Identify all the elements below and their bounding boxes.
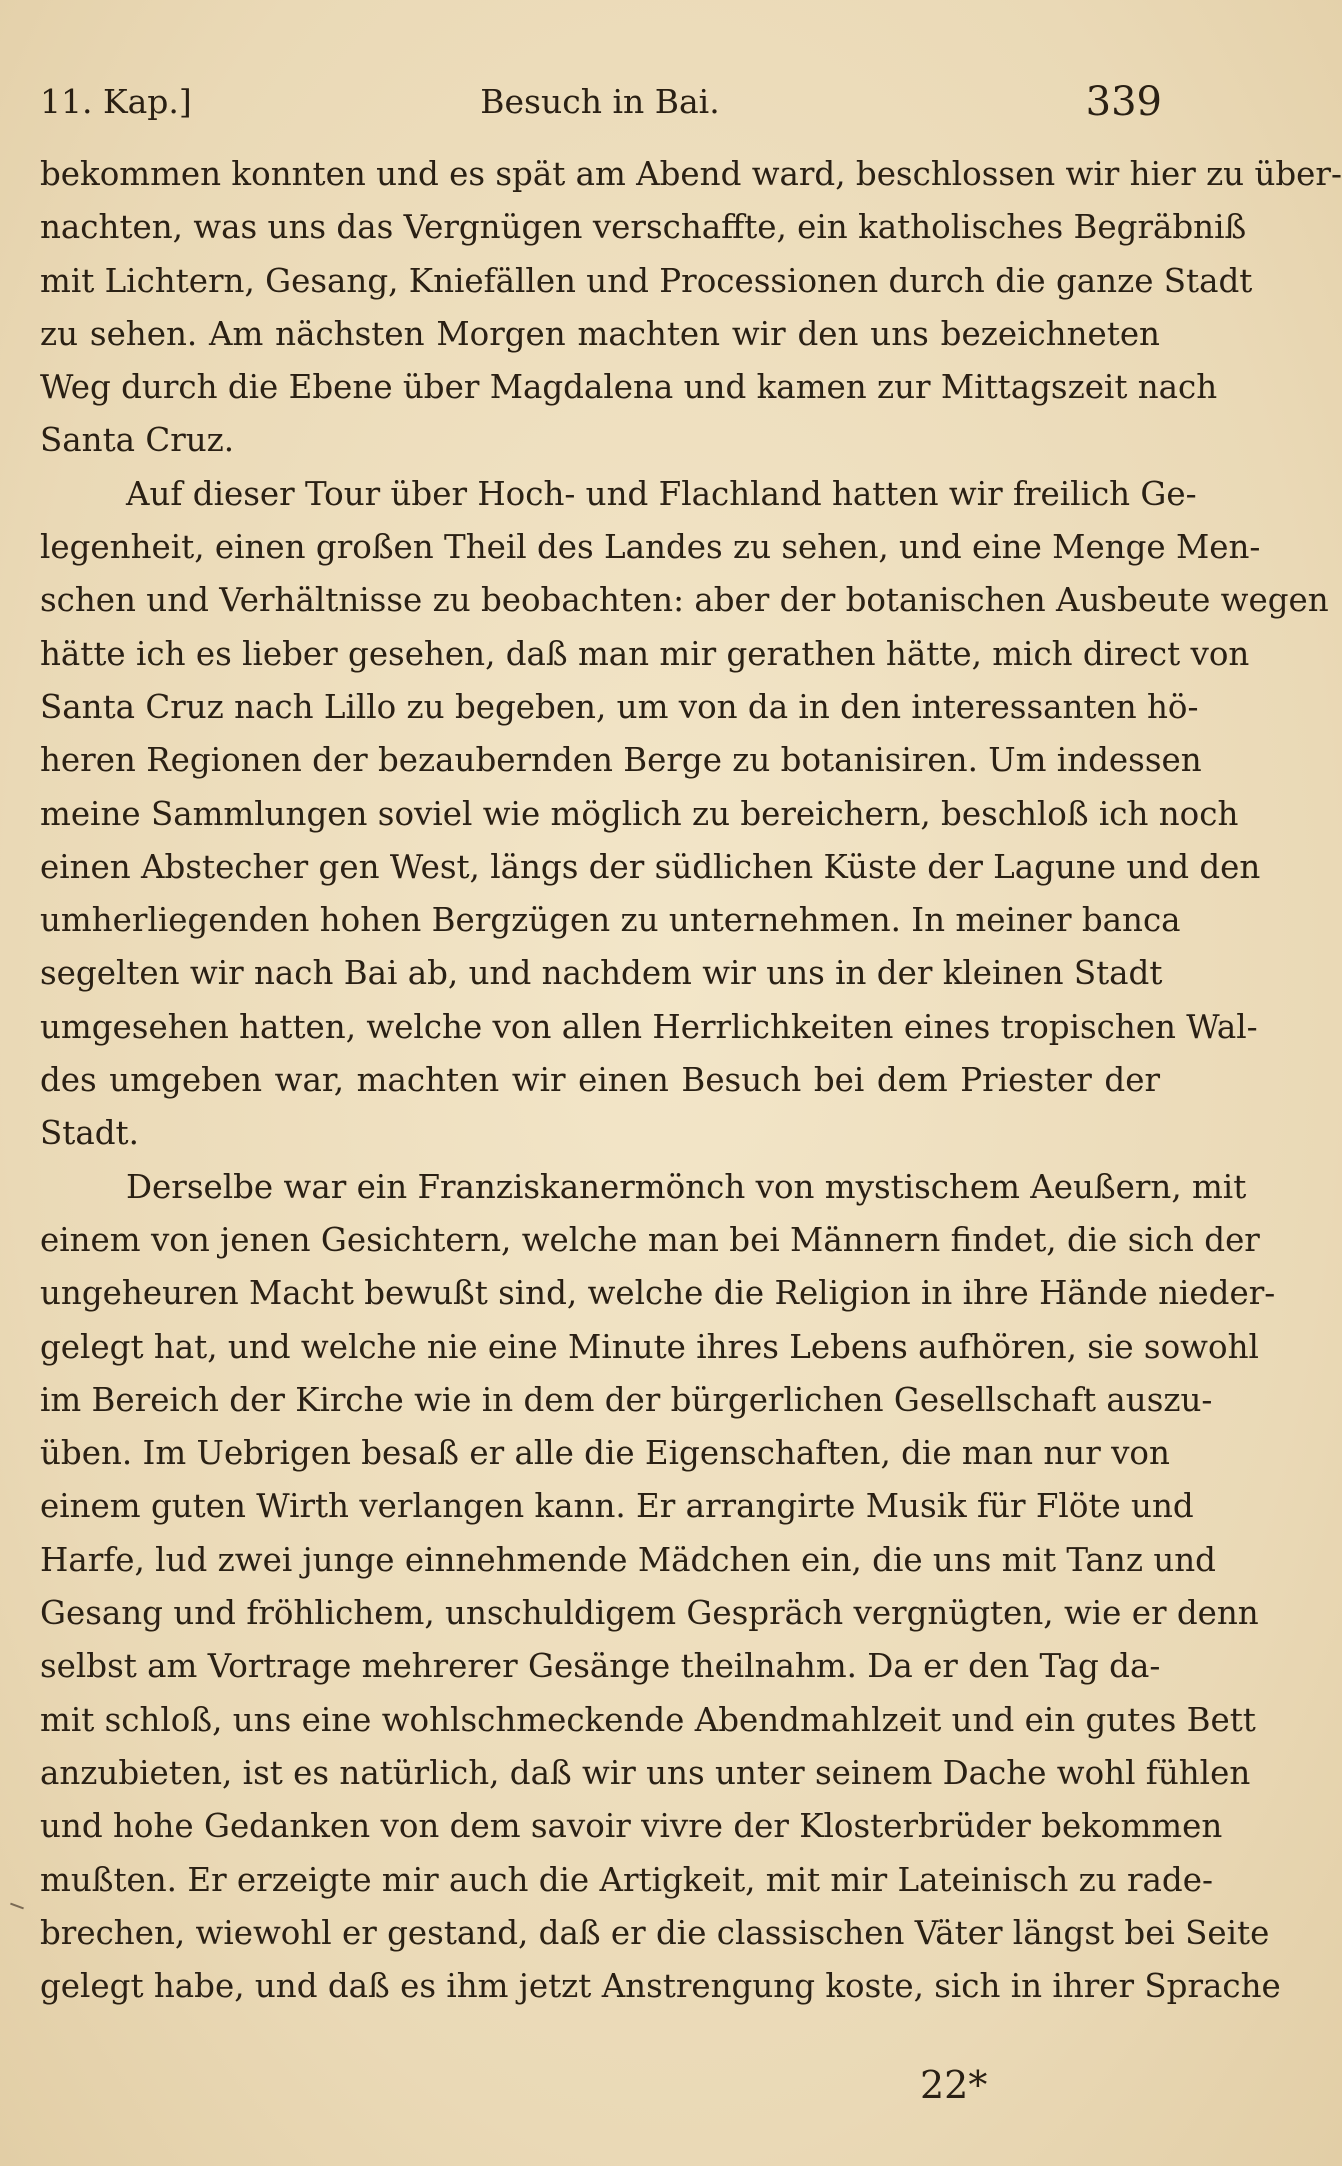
paragraph-start-line: Derselbe war ein Franziskanermönch von mystischem Aeußern, mit xyxy=(126,1167,1247,1206)
text-line: mußten. Er erzeigte mir auch die Artigkeit, mit mir Lateinisch zu rade- xyxy=(40,1860,1213,1899)
text-line: des umgeben war, machten wir einen Besuch bei dem Priester der xyxy=(40,1061,1160,1100)
text-line: Gesang und fröhlichem, unschuldigem Gespräch vergnügten, wie er denn xyxy=(40,1594,1259,1633)
running-head xyxy=(40,72,1160,132)
text-line: hätte ich es lieber gesehen, daß man mir gerathen hätte, mich direct von xyxy=(40,634,1250,673)
text-line: umherliegenden hohen Bergzügen zu unternehmen. In meiner banca xyxy=(40,901,1181,940)
text-line: heren Regionen der bezaubernden Berge zu botanisiren. Um indessen xyxy=(40,741,1202,780)
text-line: Harfe, lud zwei junge einnehmende Mädchen ein, die uns mit Tanz und xyxy=(40,1540,1216,1579)
text-line: legenheit, einen großen Theil des Landes zu sehen, und eine Menge Men- xyxy=(40,528,1261,567)
text-line: Weg durch die Ebene über Magdalena und kamen zur Mittagszeit nach xyxy=(40,368,1218,407)
text-line: schen und Verhältnisse zu beobachten: aber der botanischen Ausbeute wegen xyxy=(40,581,1329,620)
text-line: selbst am Vortrage mehrerer Gesänge theilnahm. Da er den Tag da- xyxy=(40,1647,1161,1686)
text-line: bekommen konnten und es spät am Abend ward, beschlossen wir hier zu über- xyxy=(40,155,1342,193)
text-line: brechen, wiewohl er gestand, daß er die classischen Väter längst bei Seite xyxy=(40,1913,1270,1952)
text-line: Santa Cruz. xyxy=(40,421,235,460)
text-line: nachten, was uns das Vergnügen verschaffte, ein katholisches Begräbniß xyxy=(40,208,1247,247)
text-line: umgesehen hatten, welche von allen Herrlichkeiten eines tropischen Wal- xyxy=(40,1007,1258,1046)
text-line: mit schloß, uns eine wohlschmeckende Abendmahlzeit und ein gutes Bett xyxy=(40,1700,1256,1739)
text-line: gelegt habe, und daß es ihm jetzt Anstrengung koste, sich in ihrer Sprache xyxy=(40,1967,1281,2006)
text-line: segelten wir nach Bai ab, und nachdem wir uns in der kleinen Stadt xyxy=(40,954,1163,993)
text-line: ungeheuren Macht bewußt sind, welche die Religion in ihre Hände nieder- xyxy=(40,1274,1276,1313)
signature-mark: 22* xyxy=(920,2063,988,2107)
text-line: anzubieten, ist es natürlich, daß wir uns unter seinem Dache wohl fühlen xyxy=(40,1753,1251,1792)
text-line: gelegt hat, und welche nie eine Minute ihres Lebens aufhören, sie sowohl xyxy=(40,1327,1259,1366)
text-line: einem von jenen Gesichtern, welche man bei Männern findet, die sich der xyxy=(40,1220,1260,1259)
text-line: Stadt. xyxy=(40,1114,139,1153)
text-line: mit Lichtern, Gesang, Kniefällen und Processionen durch die ganze Stadt xyxy=(40,261,1253,300)
body-text xyxy=(40,148,1342,2013)
text-line: einem guten Wirth verlangen kann. Er arrangirte Musik für Flöte und xyxy=(40,1487,1194,1526)
text-line: Santa Cruz nach Lillo zu begeben, um von da in den interessanten hö- xyxy=(40,687,1199,726)
page-number: 339 xyxy=(1085,79,1162,125)
text-line: meine Sammlungen soviel wie möglich zu bereichern, beschloß ich noch xyxy=(40,794,1239,833)
running-title: Besuch in Bai. xyxy=(480,82,720,121)
margin-mark xyxy=(10,1903,24,1910)
paragraph-start-line: Auf dieser Tour über Hoch- und Flachland hatten wir freilich Ge- xyxy=(126,474,1197,513)
text-line: und hohe Gedanken von dem savoir vivre der Klosterbrüder bekommen xyxy=(40,1807,1223,1846)
text-line: üben. Im Uebrigen besaß er alle die Eigenschaften, die man nur von xyxy=(40,1434,1170,1473)
text-line: einen Abstecher gen West, längs der südlichen Küste der Lagune und den xyxy=(40,847,1261,886)
chapter-reference: 11. Kap.] xyxy=(40,82,192,121)
text-line: zu sehen. Am nächsten Morgen machten wir den uns bezeichneten xyxy=(40,314,1160,353)
text-line: im Bereich der Kirche wie in dem der bürgerlichen Gesellschaft auszu- xyxy=(40,1380,1213,1419)
